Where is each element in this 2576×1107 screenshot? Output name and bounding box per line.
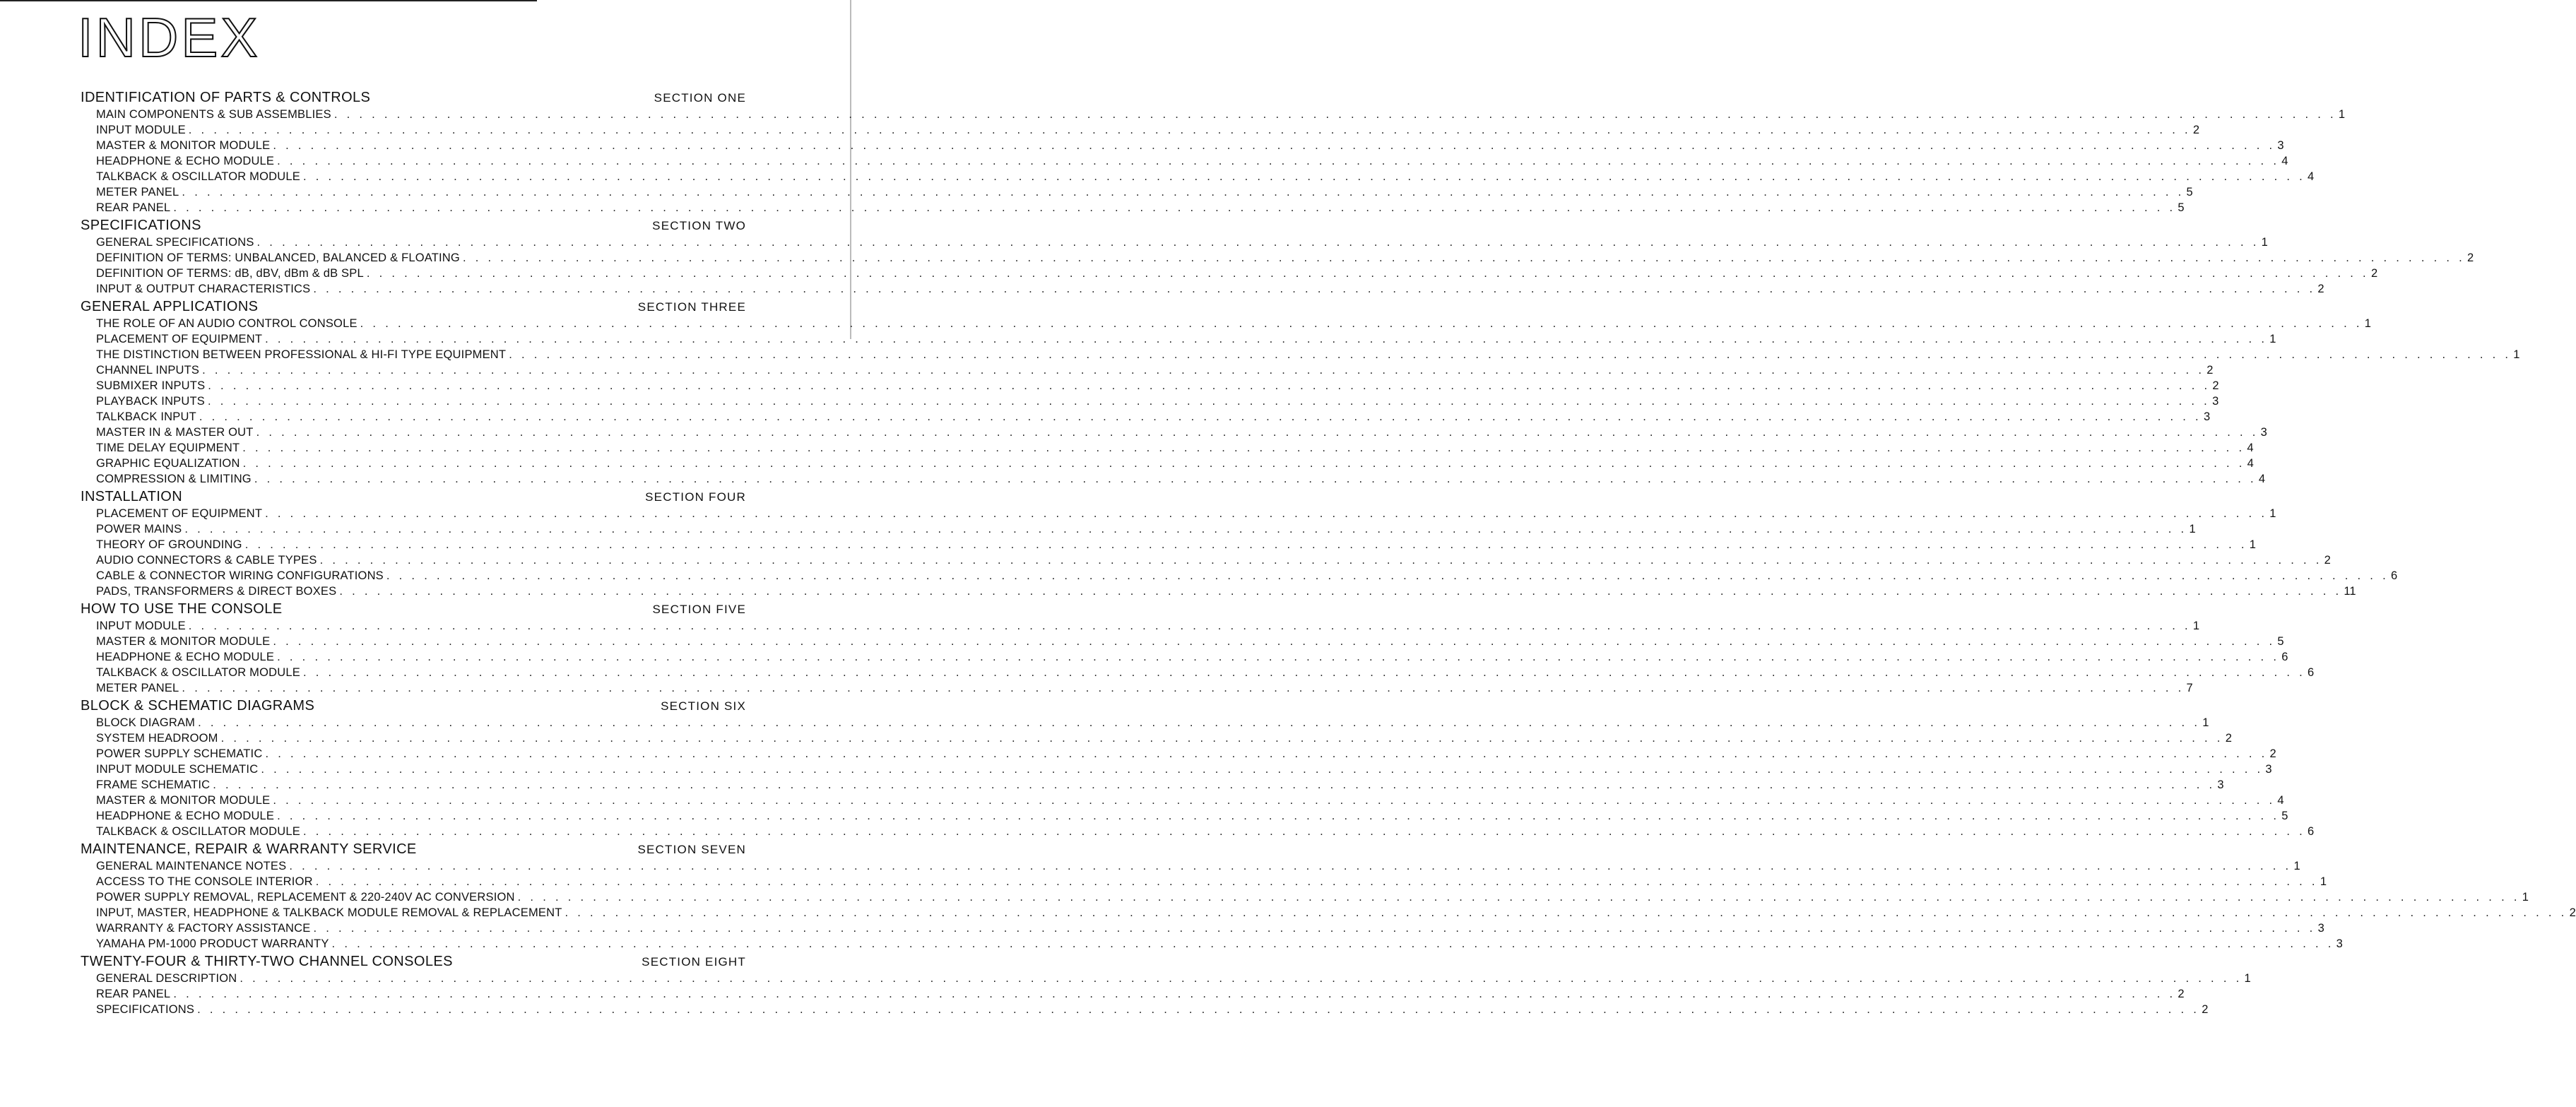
- entry-title: TALKBACK INPUT: [96, 410, 196, 423]
- entry-page-number: 2: [2269, 747, 2276, 760]
- entry-page-number: 6: [2308, 666, 2315, 679]
- toc-entry[interactable]: [81, 235, 2268, 250]
- section-entries: [81, 506, 2398, 599]
- entry-title: INPUT MODULE: [96, 620, 186, 632]
- entry-title: PLACEMENT OF EQUIPMENT: [96, 507, 263, 520]
- entry-title: DEFINITION OF TERMS: UNBALANCED, BALANCED & FLOATING: [96, 251, 460, 264]
- toc-entry[interactable]: [81, 874, 2327, 889]
- dot-leader: . . . . . . . . . . . . . . . . . . . . . . . . . . . . . . . . . . . . . . . . . . . . . . . . . . . . . . . . . . . . . . . . . . . . . . . . . . . . . . . . . . . . . . . . . . . . . . . . . . . . . . . . . . . . . . . . . . . . . . . . . . . . . . . . . . . . . . . . . . . . . . . . . . . . . . . . . . . . . . . .: [242, 457, 2245, 470]
- section-label: SECTION TWO: [652, 219, 746, 232]
- entry-page-number: 5: [2178, 201, 2185, 214]
- toc-section: [81, 600, 2315, 696]
- toc-entry[interactable]: [81, 568, 2398, 584]
- section-label: SECTION THREE: [637, 300, 746, 314]
- entry-title: YAMAHA PM-1000 PRODUCT WARRANTY: [96, 937, 329, 950]
- toc-entry[interactable]: [81, 649, 2288, 665]
- entry-title: SYSTEM HEADROOM: [96, 732, 218, 745]
- entry-title: SPECIFICATIONS: [96, 1003, 195, 1016]
- toc-entry[interactable]: [81, 936, 2343, 952]
- toc-section: [81, 488, 2398, 599]
- dot-leader: . . . . . . . . . . . . . . . . . . . . . . . . . . . . . . . . . . . . . . . . . . . . . . . . . . . . . . . . . . . . . . . . . . . . . . . . . . . . . . . . . . . . . . . . . . . . . . . . . . . . . . . . . . . . . . . . . . . . . . . . . . . . . . . . . . . . . . . . . . . . . . . . . . . . . . . . . . . . . . . .: [289, 860, 2292, 872]
- dot-leader: . . . . . . . . . . . . . . . . . . . . . . . . . . . . . . . . . . . . . . . . . . . . . . . . . . . . . . . . . . . . . . . . . . . . . . . . . . . . . . . . . . . . . . . . . . . . . . . . . . . . . . . . . . . . . . . . . . . . . . . . . . . . . . . . . . . . . . . . . . . . . . . . . . . . . . . . . . . . . . . .: [240, 972, 2243, 985]
- toc-entry[interactable]: [81, 730, 2232, 746]
- entry-title: METER PANEL: [96, 682, 179, 694]
- toc-entry[interactable]: [81, 824, 2315, 839]
- dot-leader: . . . . . . . . . . . . . . . . . . . . . . . . . . . . . . . . . . . . . . . . . . . . . . . . . . . . . . . . . . . . . . . . . . . . . . . . . . . . . . . . . . . . . . . . . . . . . . . . . . . . . . . . . . . . . . . . . . . . . . . . . . . . . . . . . . . . . . . . . . . . . . . . . . . . . . . . . . . . . . . .: [208, 395, 2211, 408]
- toc-entry[interactable]: [81, 378, 2219, 393]
- section-entries: [81, 107, 2346, 215]
- dot-leader: . . . . . . . . . . . . . . . . . . . . . . . . . . . . . . . . . . . . . . . . . . . . . . . . . . . . . . . . . . . . . . . . . . . . . . . . . . . . . . . . . . . . . . . . . . . . . . . . . . . . . . . . . . . . . . . . . . . . . . . . . . . . . . . . . . . . . . . . . . . . . . . . . . . . . . . . . . . . . . . .: [313, 283, 2316, 295]
- section-title: IDENTIFICATION OF PARTS & CONTROLS: [81, 90, 371, 105]
- dot-leader: . . . . . . . . . . . . . . . . . . . . . . . . . . . . . . . . . . . . . . . . . . . . . . . . . . . . . . . . . . . . . . . . . . . . . . . . . . . . . . . . . . . . . . . . . . . . . . . . . . . . . . . . . . . . . . . . . . . . . . . . . . . . . . . . . . . . . . . . . . . . . . . . . . . . . . . . . . . . . . . .: [182, 186, 2185, 199]
- entry-title: INPUT & OUTPUT CHARACTERISTICS: [96, 283, 311, 295]
- entry-page-number: 2: [2569, 906, 2576, 919]
- entry-title: INPUT MODULE: [96, 124, 186, 136]
- section-title: BLOCK & SCHEMATIC DIAGRAMS: [81, 698, 315, 714]
- toc-entry[interactable]: [81, 746, 2276, 762]
- entry-title: THE ROLE OF AN AUDIO CONTROL CONSOLE: [96, 317, 358, 330]
- dot-leader: . . . . . . . . . . . . . . . . . . . . . . . . . . . . . . . . . . . . . . . . . . . . . . . . . . . . . . . . . . . . . . . . . . . . . . . . . . . . . . . . . . . . . . . . . . . . . . . . . . . . . . . . . . . . . . . . . . . . . . . . . . . . . . . . . . . . . . . . . . . . . . . . . . . . . . . . . . . . . . . .: [244, 538, 2247, 551]
- entry-title: MASTER & MONITOR MODULE: [96, 794, 271, 807]
- toc-entry[interactable]: [81, 808, 2288, 824]
- toc-section: [81, 953, 2251, 1017]
- entry-page-number: 4: [2277, 794, 2284, 807]
- entry-page-number: 6: [2308, 825, 2315, 838]
- dot-leader: . . . . . . . . . . . . . . . . . . . . . . . . . . . . . . . . . . . . . . . . . . . . . . . . . . . . . . . . . . . . . . . . . . . . . . . . . . . . . . . . . . . . . . . . . . . . . . . . . . . . . . . . . . . . . . . . . . . . . . . . . . . . . . . . . . . . . . . . . . . . . . . . . . . . . . . . . . . . . . . .: [313, 922, 2316, 935]
- entry-title: REAR PANEL: [96, 988, 171, 1000]
- entry-title: MASTER & MONITOR MODULE: [96, 139, 271, 152]
- entry-title: INPUT MODULE SCHEMATIC: [96, 763, 259, 776]
- entry-title: SUBMIXER INPUTS: [96, 379, 206, 392]
- dot-leader: . . . . . . . . . . . . . . . . . . . . . . . . . . . . . . . . . . . . . . . . . . . . . . . . . . . . . . . . . . . . . . . . . . . . . . . . . . . . . . . . . . . . . . . . . . . . . . . . . . . . . . . . . . . . . . . . . . . . . . . . . . . . . . . . . . . . . . . . . . . . . . . . . . . . . . . . . . . . . . . .: [199, 410, 2202, 423]
- dot-leader: . . . . . . . . . . . . . . . . . . . . . . . . . . . . . . . . . . . . . . . . . . . . . . . . . . . . . . . . . . . . . . . . . . . . . . . . . . . . . . . . . . . . . . . . . . . . . . . . . . . . . . . . . . . . . . . . . . . . . . . . . . . . . . . . . . . . . . . . . . . . . . . . . . . . . . . . . . . . . . . .: [198, 716, 2201, 729]
- entry-title: METER PANEL: [96, 186, 179, 199]
- dot-leader: . . . . . . . . . . . . . . . . . . . . . . . . . . . . . . . . . . . . . . . . . . . . . . . . . . . . . . . . . . . . . . . . . . . . . . . . . . . . . . . . . . . . . . . . . . . . . . . . . . . . . . . . . . . . . . . . . . . . . . . . . . . . . . . . . . . . . . . . . . . . . . . . . . . . . . . . . . . . . . . .: [277, 651, 2280, 663]
- entry-page-number: 1: [2192, 620, 2200, 632]
- dot-leader: . . . . . . . . . . . . . . . . . . . . . . . . . . . . . . . . . . . . . . . . . . . . . . . . . . . . . . . . . . . . . . . . . . . . . . . . . . . . . . . . . . . . . . . . . . . . . . . . . . . . . . . . . . . . . . . . . . . . . . . . . . . . . . . . . . . . . . . . . . . . . . . . . . . . . . . . . . . . . . . .: [184, 523, 2187, 535]
- entry-page-number: 4: [2258, 473, 2266, 485]
- entry-page-number: 2: [2212, 379, 2219, 392]
- toc-entry[interactable]: [81, 425, 2267, 440]
- dot-leader: . . . . . . . . . . . . . . . . . . . . . . . . . . . . . . . . . . . . . . . . . . . . . . . . . . . . . . . . . . . . . . . . . . . . . . . . . . . . . . . . . . . . . . . . . . . . . . . . . . . . . . . . . . . . . . . . . . . . . . . . . . . . . . . . . . . . . . . . . . . . . . . . . . . . . . . . . . . . . . . .: [333, 108, 2336, 121]
- entry-page-number: 1: [2293, 860, 2300, 872]
- entry-page-number: 1: [2320, 875, 2327, 888]
- toc-section: [81, 841, 2576, 952]
- toc-entry[interactable]: [81, 584, 2356, 599]
- section-title: INSTALLATION: [81, 489, 183, 504]
- entry-page-number: 3: [2212, 395, 2219, 408]
- toc-entry[interactable]: [81, 456, 2254, 471]
- dot-leader: . . . . . . . . . . . . . . . . . . . . . . . . . . . . . . . . . . . . . . . . . . . . . . . . . . . . . . . . . . . . . . . . . . . . . . . . . . . . . . . . . . . . . . . . . . . . . . . . . . . . . . . . . . . . . . . . . . . . . . . . . . . . . . . . . . . . . . . . . . . . . . . . . . . . . . . . . . . . . . . .: [565, 906, 2568, 919]
- entry-page-number: 3: [2217, 779, 2224, 791]
- dot-leader: . . . . . . . . . . . . . . . . . . . . . . . . . . . . . . . . . . . . . . . . . . . . . . . . . . . . . . . . . . . . . . . . . . . . . . . . . . . . . . . . . . . . . . . . . . . . . . . . . . . . . . . . . . . . . . . . . . . . . . . . . . . . . . . . . . . . . . . . . . . . . . . . . . . . . . . . . . . . . . . .: [265, 507, 2268, 520]
- entry-page-number: 4: [2247, 457, 2254, 470]
- toc-entry[interactable]: [81, 793, 2284, 808]
- entry-page-number: 1: [2202, 716, 2209, 729]
- entry-page-number: 1: [2249, 538, 2256, 551]
- toc-entry[interactable]: [81, 362, 2214, 378]
- dot-leader: . . . . . . . . . . . . . . . . . . . . . . . . . . . . . . . . . . . . . . . . . . . . . . . . . . . . . . . . . . . . . . . . . . . . . . . . . . . . . . . . . . . . . . . . . . . . . . . . . . . . . . . . . . . . . . . . . . . . . . . . . . . . . . . . . . . . . . . . . . . . . . . . . . . . . . . . . . . . . . . .: [256, 236, 2259, 249]
- toc-entry[interactable]: [81, 409, 2211, 425]
- dot-leader: . . . . . . . . . . . . . . . . . . . . . . . . . . . . . . . . . . . . . . . . . . . . . . . . . . . . . . . . . . . . . . . . . . . . . . . . . . . . . . . . . . . . . . . . . . . . . . . . . . . . . . . . . . . . . . . . . . . . . . . . . . . . . . . . . . . . . . . . . . . . . . . . . . . . . . . . . . . . . . . .: [517, 891, 2520, 904]
- dot-leader: . . . . . . . . . . . . . . . . . . . . . . . . . . . . . . . . . . . . . . . . . . . . . . . . . . . . . . . . . . . . . . . . . . . . . . . . . . . . . . . . . . . . . . . . . . . . . . . . . . . . . . . . . . . . . . . . . . . . . . . . . . . . . . . . . . . . . . . . . . . . . . . . . . . . . . . . . . . . . . . .: [256, 426, 2259, 439]
- section-entries: [81, 971, 2251, 1017]
- entry-page-number: 3: [2265, 763, 2272, 776]
- toc-entry[interactable]: [81, 107, 2346, 122]
- dot-leader: . . . . . . . . . . . . . . . . . . . . . . . . . . . . . . . . . . . . . . . . . . . . . . . . . . . . . . . . . . . . . . . . . . . . . . . . . . . . . . . . . . . . . . . . . . . . . . . . . . . . . . . . . . . . . . . . . . . . . . . . . . . . . . . . . . . . . . . . . . . . . . . . . . . . . . . . . . . . . . . .: [208, 379, 2211, 392]
- entry-title: DEFINITION OF TERMS: dB, dBV, dBm & dB SPL: [96, 267, 364, 280]
- entry-title: TALKBACK & OSCILLATOR MODULE: [96, 170, 300, 183]
- entry-title: PLAYBACK INPUTS: [96, 395, 205, 408]
- toc-entry[interactable]: [81, 777, 2224, 793]
- entry-title: THEORY OF GROUNDING: [96, 538, 242, 551]
- entry-title: CHANNEL INPUTS: [96, 364, 200, 377]
- dot-leader: . . . . . . . . . . . . . . . . . . . . . . . . . . . . . . . . . . . . . . . . . . . . . . . . . . . . . . . . . . . . . . . . . . . . . . . . . . . . . . . . . . . . . . . . . . . . . . . . . . . . . . . . . . . . . . . . . . . . . . . . . . . . . . . . . . . . . . . . . . . . . . . . . . . . . . . . . . . . . . . .: [339, 585, 2342, 598]
- entry-page-number: 6: [2390, 569, 2398, 582]
- entry-title: COMPRESSION & LIMITING: [96, 473, 252, 485]
- entry-title: MASTER IN & MASTER OUT: [96, 426, 254, 439]
- toc-entry[interactable]: [81, 393, 2219, 409]
- dot-leader: . . . . . . . . . . . . . . . . . . . . . . . . . . . . . . . . . . . . . . . . . . . . . . . . . . . . . . . . . . . . . . . . . . . . . . . . . . . . . . . . . . . . . . . . . . . . . . . . . . . . . . . . . . . . . . . . . . . . . . . . . . . . . . . . . . . . . . . . . . . . . . . . . . . . . . . . . . . . . . . .: [277, 155, 2280, 167]
- section-label: SECTION FIVE: [652, 603, 746, 616]
- toc-entry[interactable]: [81, 1002, 2209, 1017]
- entry-page-number: 2: [2324, 554, 2331, 567]
- dot-leader: . . . . . . . . . . . . . . . . . . . . . . . . . . . . . . . . . . . . . . . . . . . . . . . . . . . . . . . . . . . . . . . . . . . . . . . . . . . . . . . . . . . . . . . . . . . . . . . . . . . . . . . . . . . . . . . . . . . . . . . . . . . . . . . . . . . . . . . . . . . . . . . . . . . . . . . . . . . . . . . .: [302, 825, 2306, 838]
- dot-leader: . . . . . . . . . . . . . . . . . . . . . . . . . . . . . . . . . . . . . . . . . . . . . . . . . . . . . . . . . . . . . . . . . . . . . . . . . . . . . . . . . . . . . . . . . . . . . . . . . . . . . . . . . . . . . . . . . . . . . . . . . . . . . . . . . . . . . . . . . . . . . . . . . . . . . . . . . . . . . . . .: [261, 763, 2264, 776]
- toc-entry[interactable]: [81, 665, 2315, 680]
- entry-page-number: 4: [2247, 442, 2254, 454]
- dot-leader: . . . . . . . . . . . . . . . . . . . . . . . . . . . . . . . . . . . . . . . . . . . . . . . . . . . . . . . . . . . . . . . . . . . . . . . . . . . . . . . . . . . . . . . . . . . . . . . . . . . . . . . . . . . . . . . . . . . . . . . . . . . . . . . . . . . . . . . . . . . . . . . . . . . . . . . . . . . . . . . .: [254, 473, 2257, 485]
- toc-entry[interactable]: [81, 200, 2185, 215]
- toc-entry[interactable]: [81, 634, 2284, 649]
- entry-page-number: 1: [2338, 108, 2346, 121]
- entry-page-number: 2: [2317, 283, 2324, 295]
- toc-entry[interactable]: [81, 920, 2324, 936]
- section-title: SPECIFICATIONS: [81, 218, 201, 233]
- section-header: [81, 841, 749, 858]
- entry-title: PADS, TRANSFORMERS & DIRECT BOXES: [96, 585, 337, 598]
- page-title: INDEX: [78, 6, 261, 69]
- section-header: [81, 697, 749, 715]
- dot-leader: . . . . . . . . . . . . . . . . . . . . . . . . . . . . . . . . . . . . . . . . . . . . . . . . . . . . . . . . . . . . . . . . . . . . . . . . . . . . . . . . . . . . . . . . . . . . . . . . . . . . . . . . . . . . . . . . . . . . . . . . . . . . . . . . . . . . . . . . . . . . . . . . . . . . . . . . . . . . . . . .: [273, 635, 2276, 648]
- dot-leader: . . . . . . . . . . . . . . . . . . . . . . . . . . . . . . . . . . . . . . . . . . . . . . . . . . . . . . . . . . . . . . . . . . . . . . . . . . . . . . . . . . . . . . . . . . . . . . . . . . . . . . . . . . . . . . . . . . . . . . . . . . . . . . . . . . . . . . . . . . . . . . . . . . . . . . . . . . . . . . . .: [202, 364, 2205, 377]
- entry-title: WARRANTY & FACTORY ASSISTANCE: [96, 922, 311, 935]
- entry-page-number: 2: [2192, 124, 2200, 136]
- dot-leader: . . . . . . . . . . . . . . . . . . . . . . . . . . . . . . . . . . . . . . . . . . . . . . . . . . . . . . . . . . . . . . . . . . . . . . . . . . . . . . . . . . . . . . . . . . . . . . . . . . . . . . . . . . . . . . . . . . . . . . . . . . . . . . . . . . . . . . . . . . . . . . . . . . . . . . . . . . . . . . . .: [302, 666, 2306, 679]
- section-label: SECTION EIGHT: [642, 955, 746, 969]
- entry-page-number: 2: [2206, 364, 2214, 377]
- dot-leader: . . . . . . . . . . . . . . . . . . . . . . . . . . . . . . . . . . . . . . . . . . . . . . . . . . . . . . . . . . . . . . . . . . . . . . . . . . . . . . . . . . . . . . . . . . . . . . . . . . . . . . . . . . . . . . . . . . . . . . . . . . . . . . . . . . . . . . . . . . . . . . . . . . . . . . . . . . . . . . . .: [462, 251, 2466, 264]
- entry-title: THE DISTINCTION BETWEEN PROFESSIONAL & HI-FI TYPE EQUIPMENT: [96, 348, 507, 361]
- toc-entry[interactable]: [81, 762, 2272, 777]
- entry-title: FRAME SCHEMATIC: [96, 779, 211, 791]
- toc-entry[interactable]: [81, 122, 2200, 138]
- entry-title: TALKBACK & OSCILLATOR MODULE: [96, 666, 300, 679]
- section-header: [81, 488, 749, 506]
- dot-leader: . . . . . . . . . . . . . . . . . . . . . . . . . . . . . . . . . . . . . . . . . . . . . . . . . . . . . . . . . . . . . . . . . . . . . . . . . . . . . . . . . . . . . . . . . . . . . . . . . . . . . . . . . . . . . . . . . . . . . . . . . . . . . . . . . . . . . . . . . . . . . . . . . . . . . . . . . . . . . . . .: [188, 620, 2191, 632]
- dot-leader: . . . . . . . . . . . . . . . . . . . . . . . . . . . . . . . . . . . . . . . . . . . . . . . . . . . . . . . . . . . . . . . . . . . . . . . . . . . . . . . . . . . . . . . . . . . . . . . . . . . . . . . . . . . . . . . . . . . . . . . . . . . . . . . . . . . . . . . . . . . . . . . . . . . . . . . . . . . . . . . .: [242, 442, 2245, 454]
- entry-page-number: 3: [2203, 410, 2211, 423]
- entry-title: MASTER & MONITOR MODULE: [96, 635, 271, 648]
- section-entries: [81, 316, 2520, 487]
- entry-page-number: 7: [2186, 682, 2193, 694]
- entry-page-number: 5: [2277, 635, 2284, 648]
- entry-page-number: 3: [2336, 937, 2343, 950]
- dot-leader: . . . . . . . . . . . . . . . . . . . . . . . . . . . . . . . . . . . . . . . . . . . . . . . . . . . . . . . . . . . . . . . . . . . . . . . . . . . . . . . . . . . . . . . . . . . . . . . . . . . . . . . . . . . . . . . . . . . . . . . . . . . . . . . . . . . . . . . . . . . . . . . . . . . . . . . . . . . . . . . .: [220, 732, 2223, 745]
- entry-page-number: 2: [2467, 251, 2474, 264]
- section-header: [81, 953, 749, 971]
- entry-page-number: 1: [2269, 333, 2276, 345]
- section-label: SECTION SIX: [661, 699, 746, 713]
- section-title: HOW TO USE THE CONSOLE: [81, 601, 283, 617]
- toc-entry[interactable]: [81, 281, 2324, 297]
- toc-entry[interactable]: [81, 506, 2276, 521]
- entry-title: TALKBACK & OSCILLATOR MODULE: [96, 825, 300, 838]
- entry-page-number: 3: [2317, 922, 2324, 935]
- entry-page-number: 11: [2344, 585, 2356, 598]
- section-title: TWENTY-FOUR & THIRTY-TWO CHANNEL CONSOLES: [81, 954, 453, 969]
- entry-page-number: 5: [2186, 186, 2193, 199]
- section-label: SECTION SEVEN: [637, 843, 746, 856]
- section-title: MAINTENANCE, REPAIR & WARRANTY SERVICE: [81, 841, 417, 857]
- entry-title: GENERAL DESCRIPTION: [96, 972, 237, 985]
- toc-entry[interactable]: [81, 858, 2300, 874]
- toc-entry[interactable]: [81, 331, 2276, 347]
- entry-page-number: 1: [2244, 972, 2251, 985]
- section-entries: [81, 715, 2315, 839]
- entry-title: GRAPHIC EQUALIZATION: [96, 457, 240, 470]
- toc-entry[interactable]: [81, 521, 2196, 537]
- entry-title: MAIN COMPONENTS & SUB ASSEMBLIES: [96, 108, 331, 121]
- dot-leader: . . . . . . . . . . . . . . . . . . . . . . . . . . . . . . . . . . . . . . . . . . . . . . . . . . . . . . . . . . . . . . . . . . . . . . . . . . . . . . . . . . . . . . . . . . . . . . . . . . . . . . . . . . . . . . . . . . . . . . . . . . . . . . . . . . . . . . . . . . . . . . . . . . . . . . . . . . . . . . . .: [265, 747, 2268, 760]
- dot-leader: . . . . . . . . . . . . . . . . . . . . . . . . . . . . . . . . . . . . . . . . . . . . . . . . . . . . . . . . . . . . . . . . . . . . . . . . . . . . . . . . . . . . . . . . . . . . . . . . . . . . . . . . . . . . . . . . . . . . . . . . . . . . . . . . . . . . . . . . . . . . . . . . . . . . . . . . . . . . . . . .: [265, 333, 2268, 345]
- entry-page-number: 1: [2261, 236, 2268, 249]
- dot-leader: . . . . . . . . . . . . . . . . . . . . . . . . . . . . . . . . . . . . . . . . . . . . . . . . . . . . . . . . . . . . . . . . . . . . . . . . . . . . . . . . . . . . . . . . . . . . . . . . . . . . . . . . . . . . . . . . . . . . . . . . . . . . . . . . . . . . . . . . . . . . . . . . . . . . . . . . . . . . . . . .: [273, 139, 2276, 152]
- entry-page-number: 2: [2178, 988, 2185, 1000]
- toc-entry[interactable]: [81, 440, 2254, 456]
- toc-entry[interactable]: [81, 537, 2256, 552]
- section-title: GENERAL APPLICATIONS: [81, 299, 259, 314]
- toc-section: [81, 217, 2474, 297]
- toc-entry[interactable]: [81, 715, 2209, 730]
- toc-entry[interactable]: [81, 552, 2331, 568]
- entry-title: POWER SUPPLY SCHEMATIC: [96, 747, 263, 760]
- dot-leader: . . . . . . . . . . . . . . . . . . . . . . . . . . . . . . . . . . . . . . . . . . . . . . . . . . . . . . . . . . . . . . . . . . . . . . . . . . . . . . . . . . . . . . . . . . . . . . . . . . . . . . . . . . . . . . . . . . . . . . . . . . . . . . . . . . . . . . . . . . . . . . . . . . . . . . . . . . . . . . . .: [386, 569, 2389, 582]
- entry-page-number: 1: [2189, 523, 2196, 535]
- dot-leader: . . . . . . . . . . . . . . . . . . . . . . . . . . . . . . . . . . . . . . . . . . . . . . . . . . . . . . . . . . . . . . . . . . . . . . . . . . . . . . . . . . . . . . . . . . . . . . . . . . . . . . . . . . . . . . . . . . . . . . . . . . . . . . . . . . . . . . . . . . . . . . . . . . . . . . . . . . . . . . . .: [315, 875, 2318, 888]
- dot-leader: . . . . . . . . . . . . . . . . . . . . . . . . . . . . . . . . . . . . . . . . . . . . . . . . . . . . . . . . . . . . . . . . . . . . . . . . . . . . . . . . . . . . . . . . . . . . . . . . . . . . . . . . . . . . . . . . . . . . . . . . . . . . . . . . . . . . . . . . . . . . . . . . . . . . . . . . . . . . . . . .: [319, 554, 2322, 567]
- entry-page-number: 1: [2522, 891, 2529, 904]
- section-label: SECTION FOUR: [645, 490, 746, 504]
- entry-page-number: 3: [2277, 139, 2284, 152]
- toc-entry[interactable]: [81, 680, 2193, 696]
- entry-page-number: 4: [2308, 170, 2315, 183]
- toc-section: [81, 89, 2346, 215]
- entry-title: TIME DELAY EQUIPMENT: [96, 442, 240, 454]
- dot-leader: . . . . . . . . . . . . . . . . . . . . . . . . . . . . . . . . . . . . . . . . . . . . . . . . . . . . . . . . . . . . . . . . . . . . . . . . . . . . . . . . . . . . . . . . . . . . . . . . . . . . . . . . . . . . . . . . . . . . . . . . . . . . . . . . . . . . . . . . . . . . . . . . . . . . . . . . . . . . . . . .: [273, 794, 2276, 807]
- entry-title: POWER SUPPLY REMOVAL, REPLACEMENT & 220-240V AC CONVERSION: [96, 891, 515, 904]
- toc-entry[interactable]: [81, 471, 2266, 487]
- entry-title: HEADPHONE & ECHO MODULE: [96, 651, 275, 663]
- table-of-contents: [81, 89, 2576, 1019]
- dot-leader: . . . . . . . . . . . . . . . . . . . . . . . . . . . . . . . . . . . . . . . . . . . . . . . . . . . . . . . . . . . . . . . . . . . . . . . . . . . . . . . . . . . . . . . . . . . . . . . . . . . . . . . . . . . . . . . . . . . . . . . . . . . . . . . . . . . . . . . . . . . . . . . . . . . . . . . . . . . . . . . .: [277, 810, 2280, 822]
- dot-leader: . . . . . . . . . . . . . . . . . . . . . . . . . . . . . . . . . . . . . . . . . . . . . . . . . . . . . . . . . . . . . . . . . . . . . . . . . . . . . . . . . . . . . . . . . . . . . . . . . . . . . . . . . . . . . . . . . . . . . . . . . . . . . . . . . . . . . . . . . . . . . . . . . . . . . . . . . . . . . . . .: [366, 267, 2369, 280]
- toc-section: [81, 298, 2520, 487]
- dot-leader: . . . . . . . . . . . . . . . . . . . . . . . . . . . . . . . . . . . . . . . . . . . . . . . . . . . . . . . . . . . . . . . . . . . . . . . . . . . . . . . . . . . . . . . . . . . . . . . . . . . . . . . . . . . . . . . . . . . . . . . . . . . . . . . . . . . . . . . . . . . . . . . . . . . . . . . . . . . . . . . .: [197, 1003, 2200, 1016]
- toc-entry[interactable]: [81, 316, 2371, 331]
- toc-entry[interactable]: [81, 153, 2288, 169]
- toc-entry[interactable]: [81, 986, 2185, 1002]
- dot-leader: . . . . . . . . . . . . . . . . . . . . . . . . . . . . . . . . . . . . . . . . . . . . . . . . . . . . . . . . . . . . . . . . . . . . . . . . . . . . . . . . . . . . . . . . . . . . . . . . . . . . . . . . . . . . . . . . . . . . . . . . . . . . . . . . . . . . . . . . . . . . . . . . . . . . . . . . . . . . . . . .: [213, 779, 2216, 791]
- dot-leader: . . . . . . . . . . . . . . . . . . . . . . . . . . . . . . . . . . . . . . . . . . . . . . . . . . . . . . . . . . . . . . . . . . . . . . . . . . . . . . . . . . . . . . . . . . . . . . . . . . . . . . . . . . . . . . . . . . . . . . . . . . . . . . . . . . . . . . . . . . . . . . . . . . . . . . . . . . . . . . . .: [509, 348, 2512, 361]
- toc-entry[interactable]: [81, 250, 2474, 266]
- dot-leader: . . . . . . . . . . . . . . . . . . . . . . . . . . . . . . . . . . . . . . . . . . . . . . . . . . . . . . . . . . . . . . . . . . . . . . . . . . . . . . . . . . . . . . . . . . . . . . . . . . . . . . . . . . . . . . . . . . . . . . . . . . . . . . . . . . . . . . . . . . . . . . . . . . . . . . . . . . . . . . . .: [188, 124, 2191, 136]
- section-header: [81, 89, 749, 107]
- entry-title: INPUT, MASTER, HEADPHONE & TALKBACK MODULE REMOVAL & REPLACEMENT: [96, 906, 562, 919]
- toc-entry[interactable]: [81, 138, 2284, 153]
- dot-leader: . . . . . . . . . . . . . . . . . . . . . . . . . . . . . . . . . . . . . . . . . . . . . . . . . . . . . . . . . . . . . . . . . . . . . . . . . . . . . . . . . . . . . . . . . . . . . . . . . . . . . . . . . . . . . . . . . . . . . . . . . . . . . . . . . . . . . . . . . . . . . . . . . . . . . . . . . . . . . . . .: [173, 988, 2176, 1000]
- entry-title: GENERAL MAINTENANCE NOTES: [96, 860, 287, 872]
- toc-entry[interactable]: [81, 905, 2576, 920]
- entry-title: CABLE & CONNECTOR WIRING CONFIGURATIONS: [96, 569, 384, 582]
- toc-entry[interactable]: [81, 889, 2529, 905]
- entry-title: BLOCK DIAGRAM: [96, 716, 196, 729]
- dot-leader: . . . . . . . . . . . . . . . . . . . . . . . . . . . . . . . . . . . . . . . . . . . . . . . . . . . . . . . . . . . . . . . . . . . . . . . . . . . . . . . . . . . . . . . . . . . . . . . . . . . . . . . . . . . . . . . . . . . . . . . . . . . . . . . . . . . . . . . . . . . . . . . . . . . . . . . . . . . . . . . .: [182, 682, 2185, 694]
- entry-page-number: 1: [2364, 317, 2371, 330]
- dot-leader: . . . . . . . . . . . . . . . . . . . . . . . . . . . . . . . . . . . . . . . . . . . . . . . . . . . . . . . . . . . . . . . . . . . . . . . . . . . . . . . . . . . . . . . . . . . . . . . . . . . . . . . . . . . . . . . . . . . . . . . . . . . . . . . . . . . . . . . . . . . . . . . . . . . . . . . . . . . . . . . .: [360, 317, 2363, 330]
- section-header: [81, 600, 749, 618]
- toc-entry[interactable]: [81, 169, 2315, 184]
- toc-entry[interactable]: [81, 971, 2251, 986]
- entry-title: GENERAL SPECIFICATIONS: [96, 236, 254, 249]
- entry-page-number: 2: [2202, 1003, 2209, 1016]
- toc-entry[interactable]: [81, 184, 2193, 200]
- entry-title: PLACEMENT OF EQUIPMENT: [96, 333, 263, 345]
- toc-entry[interactable]: [81, 266, 2378, 281]
- section-entries: [81, 858, 2576, 952]
- section-label: SECTION ONE: [654, 91, 746, 105]
- entry-page-number: 3: [2260, 426, 2267, 439]
- dot-leader: . . . . . . . . . . . . . . . . . . . . . . . . . . . . . . . . . . . . . . . . . . . . . . . . . . . . . . . . . . . . . . . . . . . . . . . . . . . . . . . . . . . . . . . . . . . . . . . . . . . . . . . . . . . . . . . . . . . . . . . . . . . . . . . . . . . . . . . . . . . . . . . . . . . . . . . . . . . . . . . .: [331, 937, 2334, 950]
- section-entries: [81, 618, 2315, 696]
- section-header: [81, 298, 749, 316]
- entry-title: ACCESS TO THE CONSOLE INTERIOR: [96, 875, 313, 888]
- toc-entry[interactable]: [81, 347, 2520, 362]
- entry-page-number: 2: [2370, 267, 2378, 280]
- entry-page-number: 6: [2281, 651, 2288, 663]
- toc-section: [81, 697, 2315, 839]
- section-entries: [81, 235, 2474, 297]
- entry-title: HEADPHONE & ECHO MODULE: [96, 155, 275, 167]
- entry-page-number: 2: [2225, 732, 2232, 745]
- entry-title: POWER MAINS: [96, 523, 182, 535]
- entry-title: AUDIO CONNECTORS & CABLE TYPES: [96, 554, 317, 567]
- entry-page-number: 4: [2281, 155, 2288, 167]
- top-rule: [0, 0, 537, 1]
- dot-leader: . . . . . . . . . . . . . . . . . . . . . . . . . . . . . . . . . . . . . . . . . . . . . . . . . . . . . . . . . . . . . . . . . . . . . . . . . . . . . . . . . . . . . . . . . . . . . . . . . . . . . . . . . . . . . . . . . . . . . . . . . . . . . . . . . . . . . . . . . . . . . . . . . . . . . . . . . . . . . . . .: [173, 201, 2176, 214]
- entry-title: HEADPHONE & ECHO MODULE: [96, 810, 275, 822]
- entry-page-number: 5: [2281, 810, 2288, 822]
- dot-leader: . . . . . . . . . . . . . . . . . . . . . . . . . . . . . . . . . . . . . . . . . . . . . . . . . . . . . . . . . . . . . . . . . . . . . . . . . . . . . . . . . . . . . . . . . . . . . . . . . . . . . . . . . . . . . . . . . . . . . . . . . . . . . . . . . . . . . . . . . . . . . . . . . . . . . . . . . . . . . . . .: [302, 170, 2306, 183]
- entry-title: REAR PANEL: [96, 201, 171, 214]
- section-header: [81, 217, 749, 235]
- entry-page-number: 1: [2269, 507, 2276, 520]
- toc-entry[interactable]: [81, 618, 2200, 634]
- entry-page-number: 1: [2513, 348, 2520, 361]
